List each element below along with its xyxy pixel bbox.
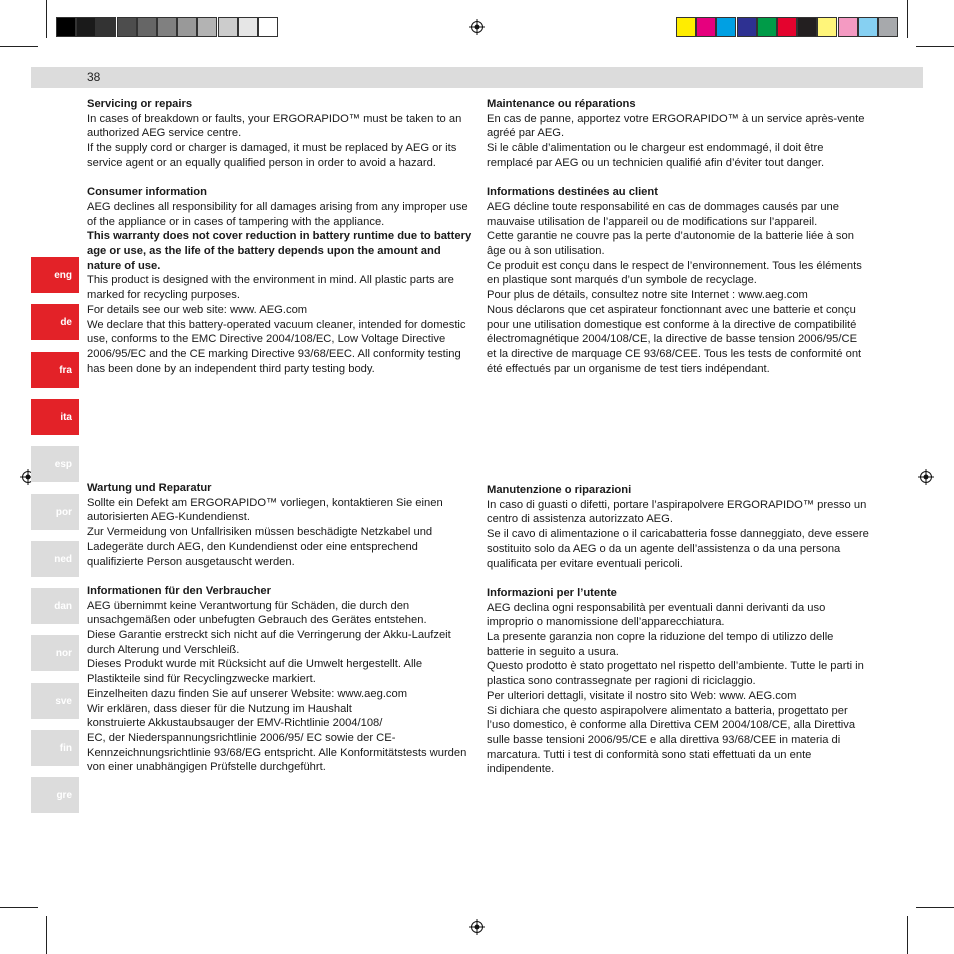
color-swatch bbox=[878, 17, 898, 37]
paragraph: This product is designed with the environment in mind. All plastic parts are marked for recycling purposes. bbox=[87, 274, 454, 302]
language-tab-gre[interactable]: gre bbox=[31, 777, 79, 813]
section-heading: Informazioni per l’utente bbox=[487, 586, 617, 599]
section-heading: Wartung und Reparatur bbox=[87, 482, 212, 494]
paragraph: Nous déclarons que cet aspirateur fonctionnant avec une batterie et conçu pour une utilisation domestique est conforme à la directive de compatibilité électromagnétique 2004/108/CE, la directive de basse tension 2006/95/CE et la directive de marquage CE 93/68/CEE. Tous les tests de conformité ont été effectués par un organisme de test tiers indépendant. bbox=[487, 303, 862, 375]
section-heading: Informationen für den Verbraucher bbox=[87, 584, 272, 597]
section-heading: Servicing or repairs bbox=[87, 98, 193, 110]
paragraph: Ce produit est conçu dans le respect de l’environnement. Tous les éléments en plastique sont marqués d’un symbole de recyclage. bbox=[487, 259, 862, 287]
paragraph: konstruierte Akkustaubsauger der EMV-Richtlinie 2004/108/ bbox=[87, 717, 383, 730]
section-heading: Maintenance ou réparations bbox=[487, 98, 636, 110]
color-swatch bbox=[96, 17, 116, 37]
paragraph: In caso di guasti o difetti, portare l’aspirapolvere ERGORAPIDO™ presso un centro di assistenza autorizzato AEG. bbox=[487, 498, 867, 526]
color-swatch bbox=[737, 17, 757, 37]
paragraph: AEG décline toute responsabilité en cas de dommages causés par une mauvaise utilisation de l’appareil ou de modifications sur l’appareil. bbox=[487, 200, 839, 228]
color-swatch bbox=[218, 17, 238, 37]
paragraph: En cas de panne, apportez votre ERGORAPIDO™ à un service après-vente agréé par AEG. bbox=[487, 112, 865, 140]
paragraph: AEG declines all responsibility for all damages arising from any improper use of the appliance or in cases of tampering with the appliance. bbox=[87, 200, 468, 228]
language-tab-fin[interactable]: fin bbox=[31, 730, 79, 766]
language-tab-ita[interactable]: ita bbox=[31, 399, 79, 435]
color-swatch bbox=[858, 17, 878, 37]
language-tab-sve[interactable]: sve bbox=[31, 683, 79, 719]
paragraph: Pour plus de détails, consultez notre site Internet : www.aeg.com bbox=[487, 289, 808, 302]
section-french bbox=[487, 97, 867, 376]
paragraph: In cases of breakdown or faults, your ERGORAPIDO™ must be taken to an authorized AEG service centre. bbox=[87, 112, 462, 140]
language-tab-ned[interactable]: ned bbox=[31, 541, 79, 577]
paragraph: Sollte ein Defekt am ERGORAPIDO™ vorliegen, kontaktieren Sie einen autorisierten AEG-Kundendienst. bbox=[87, 496, 443, 524]
color-swatch bbox=[76, 17, 96, 37]
paragraph: We declare that this battery-operated vacuum cleaner, intended for domestic use, conforms to the EMC Directive 2004/108/EC, Low Voltage Directive 2006/95/EC and the CE marking Directive 93/68/EEC. All conformity testing has been done by an independent third party testing body. bbox=[87, 318, 466, 375]
color-swatch bbox=[838, 17, 858, 37]
paragraph: Si dichiara che questo aspirapolvere alimentato a batteria, progettato per l’uso domestico, è conforme alla Direttiva CEM 2004/108/CE, alla Direttiva sulle basse tensioni 2006/95/CE e alla direttiva 93/68/CEE in materia di marcatura. Tutti i test di conformità sono stati effettuati da un ente indipendente. bbox=[487, 704, 856, 776]
paragraph: Dieses Produkt wurde mit Rücksicht auf die Umwelt hergestellt. Alle Plastikteile sind für Recyclingzwecke markiert. bbox=[87, 658, 423, 686]
paragraph: EC, der Niederspannungsrichtlinie 2006/95/ EC sowie der CE-Kennzeichnungsrichtlinie 93/68/EG entspricht. Alle Konformitätstests wurden von einer unabhängigen Prüfstelle durchgeführt. bbox=[87, 731, 467, 774]
color-swatch bbox=[117, 17, 137, 37]
paragraph: Diese Garantie erstreckt sich nicht auf die Verringerung der Akku-Laufzeit durch Alterung und Verschleiß. bbox=[87, 629, 451, 656]
crop-mark bbox=[916, 907, 954, 908]
color-swatch bbox=[777, 17, 797, 37]
crop-mark bbox=[46, 0, 47, 38]
color-swatch bbox=[797, 17, 817, 37]
page-number: 38 bbox=[87, 70, 101, 84]
language-tab-por[interactable]: por bbox=[31, 494, 79, 530]
section-german bbox=[87, 481, 472, 775]
color-swatch bbox=[716, 17, 736, 37]
paragraph: La presente garanzia non copre la riduzione del tempo di utilizzo delle batterie in seguito a usura. bbox=[487, 631, 834, 658]
color-swatch bbox=[177, 17, 197, 37]
crop-mark bbox=[0, 907, 38, 908]
color-swatch bbox=[137, 17, 157, 37]
color-swatch bbox=[157, 17, 177, 37]
language-tab-eng[interactable]: eng bbox=[31, 257, 79, 293]
paragraph: For details see our web site: www. AEG.com bbox=[87, 303, 308, 316]
crop-mark bbox=[907, 0, 908, 38]
language-tab-de[interactable]: de bbox=[31, 304, 79, 340]
paragraph: Per ulteriori dettagli, visitate il nostro sito Web: www. AEG.com bbox=[487, 689, 797, 702]
paragraph: Questo prodotto è stato progettato nel rispetto dell’ambiente. Tutte le parti in plastica sono contrassegnate per ragioni di riciclaggio. bbox=[487, 660, 864, 688]
crop-mark bbox=[46, 916, 47, 954]
language-tab-fra[interactable]: fra bbox=[31, 352, 79, 388]
crop-mark bbox=[0, 46, 38, 47]
color-swatch bbox=[56, 17, 76, 37]
section-heading: Consumer information bbox=[87, 186, 207, 199]
paragraph: AEG declina ogni responsabilità per eventuali danni derivanti da uso improprio o manomissione dell’apparecchiatura. bbox=[487, 601, 826, 629]
color-swatch bbox=[258, 17, 278, 37]
paragraph: Si le câble d’alimentation ou le chargeur est endommagé, il doit être remplacé par AEG ou un technicien qualifié afin d’éviter tout danger. bbox=[487, 142, 825, 169]
section-heading: Informations destinées au client bbox=[487, 186, 658, 199]
color-swatch bbox=[676, 17, 696, 37]
paragraph: Se il cavo di alimentazione o il caricabatteria fosse danneggiato, deve essere sostituito solo da AEG o da un agente dell’assistenza o da una persona qualificata per evitare eventuali pericoli. bbox=[487, 528, 869, 570]
paragraph: Wir erklären, dass dieser für die Nutzung im Haushalt bbox=[87, 702, 352, 715]
section-english bbox=[87, 97, 472, 376]
color-swatch bbox=[757, 17, 777, 37]
language-tab-dan[interactable]: dan bbox=[31, 588, 79, 624]
registration-mark-icon bbox=[469, 919, 485, 935]
section-italian bbox=[487, 483, 872, 777]
crop-mark bbox=[907, 916, 908, 954]
paragraph: If the supply cord or charger is damaged, it must be replaced by AEG or its service agent or an equally qualified person in order to avoid a hazard. bbox=[87, 142, 457, 169]
crop-mark bbox=[916, 46, 954, 47]
page-header-bar bbox=[31, 67, 923, 88]
paragraph: AEG übernimmt keine Verantwortung für Schäden, die durch den unsachgemäßen oder unbefugten Gebrauch des Gerätes entstehen. bbox=[87, 599, 427, 627]
section-heading: Manutenzione o riparazioni bbox=[487, 484, 632, 496]
color-swatch bbox=[238, 17, 258, 37]
registration-mark-icon bbox=[469, 19, 485, 35]
paragraph: Zur Vermeidung von Unfallrisiken müssen beschädigte Netzkabel und Ladegeräte durch AEG, den Kundendienst oder eine entsprechend qualifizierte Person ausgetauscht werden. bbox=[87, 526, 433, 568]
language-tab-esp[interactable]: esp bbox=[31, 446, 79, 482]
paragraph: Cette garantie ne couvre pas la perte d’autonomie de la batterie liée à son âge ou à son utilisation. bbox=[487, 230, 854, 258]
warranty-notice: This warranty does not cover reduction in battery runtime due to battery age or use, as the life of the battery depends upon the amount and nature of use. bbox=[87, 230, 472, 272]
language-tab-nor[interactable]: nor bbox=[31, 635, 79, 671]
paragraph: Einzelheiten dazu finden Sie auf unserer Website: www.aeg.com bbox=[87, 687, 408, 700]
color-swatch bbox=[197, 17, 217, 37]
color-swatch bbox=[817, 17, 837, 37]
registration-mark-icon bbox=[918, 469, 934, 485]
color-swatch bbox=[696, 17, 716, 37]
